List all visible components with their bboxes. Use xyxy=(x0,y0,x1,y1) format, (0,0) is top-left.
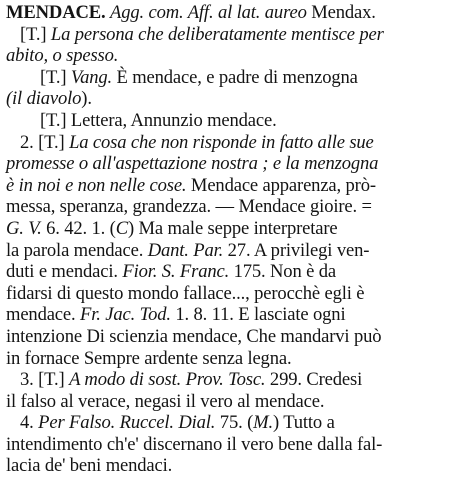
entry-text: intendimento ch'e' discernano il vero bene dalla fal- xyxy=(6,433,383,455)
entry-text: 299. Credesi xyxy=(265,369,363,391)
entry-text: 4. xyxy=(20,412,39,434)
entry-text: fidarsi di questo mondo fallace..., perocchè egli è xyxy=(6,282,365,304)
entry-text: lacia de' beni mendaci. xyxy=(6,455,173,477)
entry-text: La cosa che non risponde in fatto alle sue xyxy=(69,131,374,153)
entry-text: Agg. com. Aff. al lat. aureo xyxy=(110,2,307,23)
entry-line xyxy=(6,391,466,413)
entry-line xyxy=(6,412,466,434)
entry-text: è in noi e non nelle cose. xyxy=(6,174,187,196)
entry-text: Per Falso. Ruccel. Dial. xyxy=(38,412,216,434)
entry-text: messa, speranza, grandezza. — Mendace gioire. = xyxy=(6,196,372,218)
entry-line xyxy=(6,132,466,154)
entry-text: Dant. Par. xyxy=(147,239,224,261)
entry-text: il falso al verace, negasi il vero al mendace. xyxy=(6,390,325,412)
entry-line xyxy=(6,348,466,370)
entry-text: promesse o all'aspettazione nostra ; e la menzogna xyxy=(6,153,379,175)
entry-text: [T.] Lettera, Annunzio mendace. xyxy=(40,109,277,131)
entry-text: ) Ma male seppe interpretare xyxy=(127,217,338,239)
entry-text: C xyxy=(115,217,128,239)
entry-text: abito, o spesso. xyxy=(6,45,119,67)
entry-text: 3. [T.] xyxy=(20,369,70,391)
entry-line xyxy=(6,261,466,283)
entry-line xyxy=(6,45,466,67)
entry-line xyxy=(6,434,466,456)
entry-text: 27. A privilegi ven- xyxy=(223,239,370,261)
entry-text: duti e mendaci. xyxy=(6,261,123,283)
entry-text: la parola mendace. xyxy=(6,239,148,261)
entry-line xyxy=(6,326,466,348)
entry-line xyxy=(6,24,466,46)
entry-line xyxy=(6,67,466,89)
entry-line xyxy=(6,304,466,326)
entry-text: ). xyxy=(81,88,92,110)
entry-text: Vang. xyxy=(70,66,113,88)
entry-text: 2. [T.] xyxy=(20,131,70,153)
entry-text: (il diavolo xyxy=(6,88,82,110)
entry-text: È mendace, e padre di menzogna xyxy=(112,66,358,88)
entry-text: G. V. xyxy=(6,217,42,239)
entry-line xyxy=(6,218,466,240)
entry-text: A modo di sost. Prov. Tosc. xyxy=(69,369,266,391)
entry-line xyxy=(6,283,466,305)
entry-text: 75. ( xyxy=(215,412,254,434)
entry-text: ) Tutto a xyxy=(272,412,335,434)
entry-line xyxy=(6,110,466,132)
entry-line xyxy=(6,240,466,262)
entry-text: MENDACE. xyxy=(6,2,106,23)
entry-line xyxy=(6,369,466,391)
entry-text: 175. Non è da xyxy=(229,261,336,283)
entry-line xyxy=(6,196,466,218)
entry-text: mendace. xyxy=(6,304,81,326)
entry-text: intenzione Di scienzia mendace, Che mandarvi può xyxy=(6,325,382,347)
entry-text: [T.] xyxy=(40,66,71,88)
entry-line xyxy=(6,153,466,175)
entry-text: M. xyxy=(253,412,273,434)
entry-text: 6. 42. 1. ( xyxy=(41,217,116,239)
entry-line xyxy=(6,88,466,110)
entry-text: [T.] xyxy=(20,23,51,45)
entry-text: in fornace Sempre ardente senza legna. xyxy=(6,347,292,369)
entry-text: Fior. S. Franc. xyxy=(122,261,230,283)
entry-text: Mendax. xyxy=(306,2,376,23)
entry-line xyxy=(6,175,466,197)
entry-text: La persona che deliberatamente mentisce per xyxy=(50,23,384,45)
entry-text: Mendace apparenza, prò- xyxy=(186,174,376,196)
entry-text: 1. 8. 11. E lasciate ogni xyxy=(170,304,346,326)
entry-line xyxy=(6,2,466,24)
entry-text: Fr. Jac. Tod. xyxy=(80,304,171,326)
